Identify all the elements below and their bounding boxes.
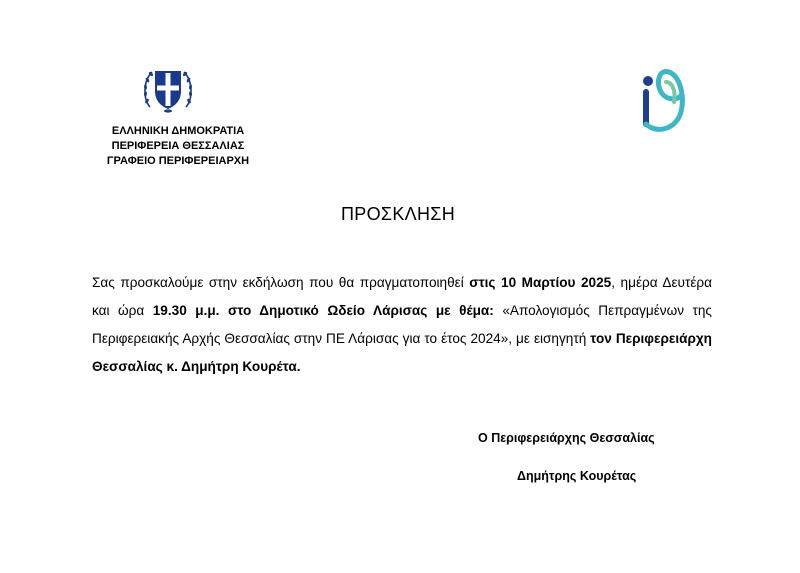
body-text-part: Σας προσκαλούμε στην εκδήλωση που θα πραγματοποιηθεί	[92, 275, 470, 290]
signature-title: Ο Περιφερειάρχης Θεσσαλίας	[478, 431, 655, 445]
thessaly-region-logo-icon	[636, 66, 690, 136]
speaker: τον Περιφερειάρχη Θεσσαλίας κ. Δημήτρη Κουρέτα.	[92, 331, 712, 374]
body-text-part: «Απολογισμός Πεπραγμένων της Περιφερειακής Αρχής Θεσσαλίας στην ΠΕ Λάρισας για το έτος 2024», με εισηγητή	[92, 303, 712, 346]
signature-name: Δημήτρης Κουρέτας	[517, 469, 637, 483]
document-title: ΠΡΟΣΚΛΗΣΗ	[341, 204, 455, 224]
event-date: στις 10 Μαρτίου 2025	[469, 275, 612, 290]
org-line-region: ΠΕΡΙΦΕΡΕΙΑ ΘΕΣΣΑΛΙΑΣ	[111, 140, 245, 152]
org-line-office: ΓΡΑΦΕΙΟ ΠΕΡΙΦΕΡΕΙΑΡΧΗ	[106, 155, 250, 167]
issuer-header	[90, 124, 266, 169]
org-line-republic: ΕΛΛΗΝΙΚΗ ΔΗΜΟΚΡΑΤΙΑ	[111, 125, 245, 137]
body-text-part: , ημέρα Δευτέρα και ώρα	[92, 275, 712, 318]
event-time-venue: 19.30 μ.μ. στο Δημοτικό Ωδείο Λάρισας με θέμα:	[152, 303, 494, 318]
invitation-body	[92, 269, 712, 381]
greek-coat-of-arms-icon	[140, 63, 196, 117]
